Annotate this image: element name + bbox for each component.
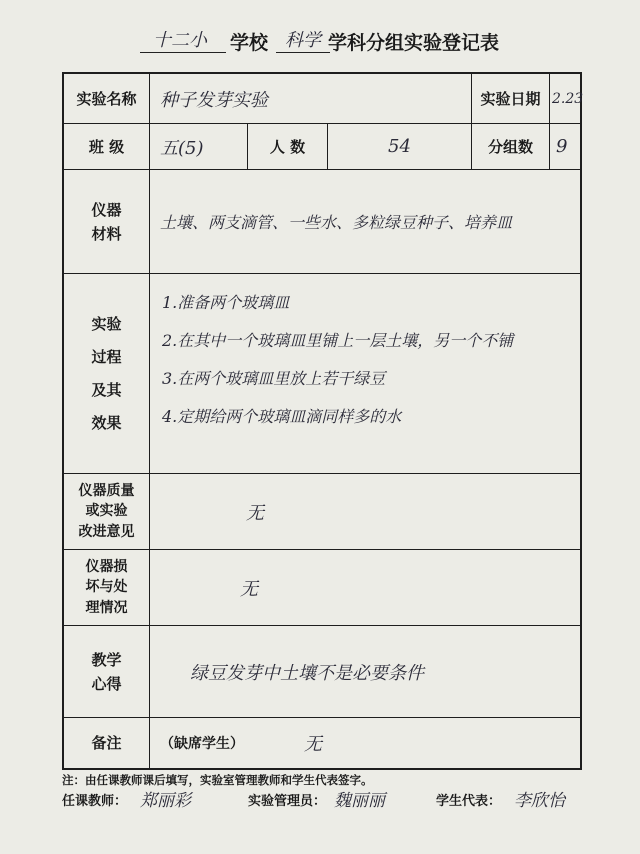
teaching-label: 教学 心得: [64, 626, 150, 718]
lab-manager-label: 实验管理员：: [248, 794, 327, 809]
experiment-name-value: 种子发芽实验: [150, 74, 472, 124]
damage-value: 无: [150, 550, 582, 626]
people-label: 人 数: [248, 124, 328, 170]
school-suffix: 学校: [230, 32, 269, 54]
subject-underline: [276, 52, 330, 53]
absent-students-label: （缺席学生）: [160, 736, 244, 752]
process-step: 4.定期给两个玻璃皿滴同样多的水: [162, 407, 402, 426]
process-steps: [150, 274, 582, 474]
damage-label: 仪器损 坏与处 理情况: [64, 550, 150, 626]
quality-value: 无: [150, 474, 582, 550]
absent-students-value: 无: [304, 734, 322, 755]
school-name: 十二小: [153, 30, 207, 51]
title-suffix: 学科分组实验登记表: [328, 32, 500, 54]
registration-table: [62, 72, 582, 770]
people-value: 54: [328, 124, 472, 170]
experiment-name-label: 实验名称: [64, 74, 150, 124]
process-step: 2.在其中一个玻璃皿里铺上一层土壤，另一个不铺: [162, 331, 514, 350]
groups-value: 9: [550, 124, 582, 170]
student-rep-signature: 李欣怡: [514, 791, 565, 811]
lab-manager-signature: 魏丽丽: [334, 791, 385, 811]
materials-label: 仪器 材料: [64, 170, 150, 274]
quality-label: 仪器质量 或实验 改进意见: [64, 474, 150, 550]
process-step: 3.在两个玻璃皿里放上若干绿豆: [162, 369, 386, 388]
form-title: [140, 24, 540, 56]
process-label: 实验 过程 及其 效果: [64, 274, 150, 474]
teaching-value: 绿豆发芽中土壤不是必要条件: [150, 626, 582, 718]
process-step: 1.准备两个玻璃皿: [162, 293, 290, 312]
groups-label: 分组数: [472, 124, 550, 170]
class-value: 五(5): [150, 124, 248, 170]
form-note: 注：由任课教师课后填写，实验室管理教师和学生代表签字。: [62, 773, 373, 787]
teacher-label: 任课教师：: [62, 794, 128, 809]
subject-name: 科学: [285, 30, 321, 51]
remarks-label: 备注: [64, 718, 150, 768]
remarks-content: [150, 718, 582, 768]
school-underline: [140, 52, 226, 53]
teacher-signature: 郑丽彩: [140, 791, 191, 811]
class-label: 班 级: [64, 124, 150, 170]
experiment-date-label: 实验日期: [472, 74, 550, 124]
experiment-date-value: 2.23: [550, 74, 582, 124]
materials-value: 土壤、两支滴管、一些水、多粒绿豆种子、培养皿: [150, 170, 582, 274]
student-rep-label: 学生代表：: [436, 794, 502, 809]
